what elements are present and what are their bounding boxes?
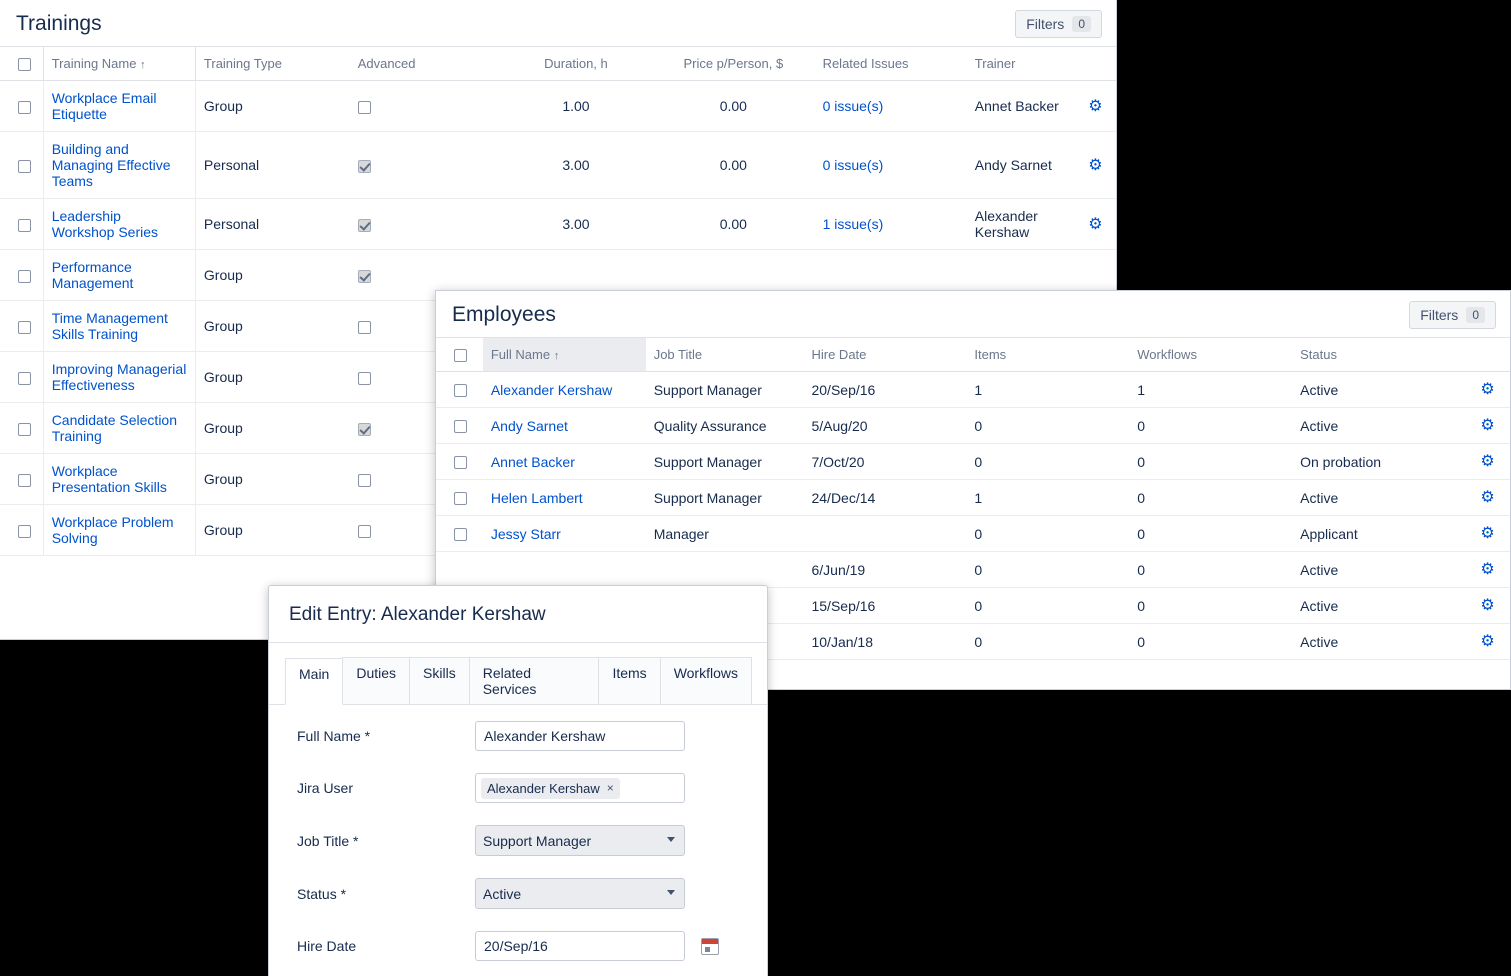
column-training-type[interactable]: Training Type — [195, 47, 349, 81]
status-label: Status * — [297, 885, 347, 902]
hire-date-cell: 15/Sep/16 — [803, 588, 966, 624]
gear-icon[interactable]: ⚙ — [1480, 525, 1495, 543]
table-row — [436, 480, 1510, 516]
gear-icon[interactable]: ⚙ — [1480, 633, 1495, 651]
row-select-cell — [436, 480, 483, 516]
row-select-cell — [0, 505, 43, 556]
row-select-cell — [0, 81, 43, 132]
advanced-checkbox — [358, 525, 371, 538]
column-price[interactable]: Price p/Person, $ — [652, 47, 815, 81]
gear-icon[interactable]: ⚙ — [1480, 453, 1495, 471]
status-select[interactable] — [475, 878, 685, 909]
row-checkbox[interactable] — [454, 492, 467, 505]
table-row — [436, 372, 1510, 408]
job-title-cell: Support Manager — [646, 480, 804, 516]
gear-icon[interactable]: ⚙ — [1088, 156, 1103, 174]
duration-cell: 3.00 — [500, 132, 652, 199]
training-name-link[interactable]: Leadership Workshop Series — [51, 208, 159, 241]
items-cell: 0 — [966, 624, 1129, 660]
trainings-filters-label: Filters — [1026, 16, 1065, 32]
hire-date-cell: 10/Jan/18 — [803, 624, 966, 660]
items-cell: 0 — [966, 444, 1129, 480]
row-actions-cell — [1465, 372, 1510, 408]
training-type-cell: Group — [195, 505, 349, 556]
training-name-link[interactable]: Improving Managerial Effectiveness — [51, 361, 187, 394]
row-select-cell — [436, 516, 483, 552]
training-name-link[interactable]: Workplace Problem Solving — [51, 514, 174, 547]
job-title-cell: Quality Assurance — [646, 408, 804, 444]
workflows-cell: 0 — [1129, 480, 1292, 516]
related-issues-cell — [815, 81, 967, 132]
row-checkbox[interactable] — [454, 528, 467, 541]
row-checkbox[interactable] — [18, 423, 31, 436]
calendar-icon[interactable] — [701, 938, 719, 955]
employees-title: Employees — [452, 303, 556, 326]
row-checkbox[interactable] — [18, 525, 31, 538]
sort-ascending-icon: ↑ — [140, 59, 146, 72]
employees-filters-count: 0 — [1466, 307, 1485, 323]
row-actions-cell — [1465, 552, 1510, 588]
advanced-checkbox — [358, 321, 371, 334]
gear-icon[interactable]: ⚙ — [1480, 417, 1495, 435]
table-row — [436, 516, 1510, 552]
advanced-checkbox — [358, 219, 371, 232]
training-name-cell — [43, 81, 195, 132]
hire-date-cell: 7/Oct/20 — [803, 444, 966, 480]
training-name-link[interactable]: Workplace Email Etiquette — [51, 90, 157, 123]
items-cell: 1 — [966, 372, 1129, 408]
row-select-cell — [436, 444, 483, 480]
column-training-name[interactable] — [43, 47, 195, 81]
select-all-checkbox[interactable] — [18, 58, 31, 71]
row-checkbox[interactable] — [18, 219, 31, 232]
row-actions-cell — [1465, 444, 1510, 480]
training-name-link[interactable]: Candidate Selection Training — [51, 412, 177, 445]
items-cell: 0 — [966, 516, 1129, 552]
column-actions — [1075, 47, 1116, 81]
tab-main[interactable]: Main — [285, 658, 343, 705]
employees-filters-label: Filters — [1420, 307, 1459, 323]
jira-user-control[interactable] — [475, 773, 685, 803]
training-name-link[interactable]: Performance Management — [51, 259, 134, 292]
full-name-input[interactable] — [475, 721, 685, 751]
training-name-cell — [43, 352, 195, 403]
row-actions-cell — [1465, 588, 1510, 624]
related-issues-link[interactable]: 0 issue(s) — [822, 157, 884, 174]
training-name-cell — [43, 403, 195, 454]
training-type-cell: Group — [195, 250, 349, 301]
status-cell: Active — [1292, 552, 1465, 588]
row-actions-cell — [1075, 81, 1116, 132]
employee-name-cell — [483, 480, 646, 516]
column-duration[interactable]: Duration, h — [500, 47, 652, 81]
table-row — [0, 81, 1116, 132]
workflows-cell: 1 — [1129, 372, 1292, 408]
row-checkbox[interactable] — [18, 270, 31, 283]
advanced-cell — [350, 132, 500, 199]
row-select-cell — [0, 199, 43, 250]
gear-icon[interactable]: ⚙ — [1088, 215, 1103, 233]
row-select-cell — [436, 408, 483, 444]
row-checkbox[interactable] — [454, 420, 467, 433]
price-cell: 0.00 — [652, 199, 815, 250]
training-type-cell: Group — [195, 454, 349, 505]
table-row — [436, 444, 1510, 480]
related-issues-cell — [815, 132, 967, 199]
trainings-filters-button[interactable] — [1015, 10, 1102, 38]
table-row — [0, 199, 1116, 250]
employees-header — [436, 291, 1510, 337]
hire-date-cell: 20/Sep/16 — [803, 372, 966, 408]
employees-table-head — [436, 338, 1510, 372]
jira-user-tokenbox[interactable] — [475, 773, 685, 803]
gear-icon[interactable]: ⚙ — [1480, 561, 1495, 579]
column-full-name[interactable] — [483, 338, 646, 372]
employee-name-cell — [483, 372, 646, 408]
dialog-tabs — [269, 657, 767, 705]
job-title-cell: Manager — [646, 516, 804, 552]
gear-icon[interactable]: ⚙ — [1088, 97, 1103, 115]
field-hire-date — [297, 931, 747, 961]
row-select-cell — [0, 454, 43, 505]
status-cell: Active — [1292, 624, 1465, 660]
advanced-checkbox — [358, 474, 371, 487]
column-training-name-label: Training Name — [51, 56, 137, 72]
tab-related-services[interactable]: Related Services — [469, 657, 600, 704]
price-cell: 0.00 — [652, 81, 815, 132]
row-checkbox[interactable] — [18, 101, 31, 114]
row-checkbox[interactable] — [454, 456, 467, 469]
duration-cell: 1.00 — [500, 81, 652, 132]
related-issues-cell — [815, 199, 967, 250]
hire-date-cell — [803, 516, 966, 552]
trainings-header-row — [0, 47, 1116, 81]
trainer-cell: Alexander Kershaw — [967, 199, 1075, 250]
status-cell: Active — [1292, 408, 1465, 444]
row-actions-cell — [1465, 480, 1510, 516]
row-select-cell — [0, 132, 43, 199]
row-actions-cell — [1465, 408, 1510, 444]
field-status — [297, 878, 747, 909]
job-title-cell: Support Manager — [646, 444, 804, 480]
row-checkbox[interactable] — [18, 321, 31, 334]
row-select-cell — [0, 403, 43, 454]
row-checkbox[interactable] — [18, 474, 31, 487]
column-advanced[interactable]: Advanced — [350, 47, 500, 81]
training-type-cell: Group — [195, 301, 349, 352]
price-cell: 0.00 — [652, 132, 815, 199]
advanced-checkbox — [358, 270, 371, 283]
dialog-title: Edit Entry: Alexander Kershaw — [269, 586, 767, 643]
training-name-link[interactable]: Time Management Skills Training — [51, 310, 168, 343]
job-title-select[interactable] — [475, 825, 685, 856]
column-related-issues[interactable]: Related Issues — [815, 47, 967, 81]
column-status[interactable]: Status — [1292, 338, 1465, 372]
items-cell: 0 — [966, 552, 1129, 588]
advanced-checkbox — [358, 160, 371, 173]
column-items[interactable]: Items — [966, 338, 1129, 372]
row-actions-cell — [1465, 624, 1510, 660]
column-hire-date[interactable]: Hire Date — [803, 338, 966, 372]
hire-date-label: Hire Date — [297, 938, 357, 954]
training-type-cell: Group — [195, 352, 349, 403]
trainings-table-head — [0, 47, 1116, 81]
workflows-cell: 0 — [1129, 444, 1292, 480]
table-row — [436, 408, 1510, 444]
trainer-cell: Annet Backer — [967, 81, 1075, 132]
employees-header-row — [436, 338, 1510, 372]
employee-name-cell — [483, 516, 646, 552]
column-full-name-label: Full Name — [490, 347, 551, 363]
training-name-cell — [43, 199, 195, 250]
row-select-cell — [436, 552, 483, 588]
status-cell: Applicant — [1292, 516, 1465, 552]
employee-name-link[interactable]: Annet Backer — [490, 453, 575, 470]
tab-skills[interactable]: Skills — [409, 657, 470, 704]
items-cell: 0 — [966, 588, 1129, 624]
row-select-cell — [0, 301, 43, 352]
status-cell: Active — [1292, 588, 1465, 624]
employee-name-cell — [483, 444, 646, 480]
jira-user-label: Jira User — [297, 780, 354, 796]
status-control — [475, 878, 685, 909]
field-job-title — [297, 825, 747, 856]
advanced-cell — [350, 81, 500, 132]
employee-name-cell — [483, 552, 646, 588]
row-actions-cell — [1075, 132, 1116, 199]
trainings-filters-count: 0 — [1072, 16, 1091, 32]
training-name-cell — [43, 132, 195, 199]
status-cell: Active — [1292, 480, 1465, 516]
related-issues-link[interactable]: 1 issue(s) — [822, 216, 884, 233]
edit-entry-dialog — [268, 585, 768, 976]
row-checkbox[interactable] — [18, 372, 31, 385]
sort-ascending-icon: ↑ — [553, 350, 560, 363]
items-cell: 1 — [966, 480, 1129, 516]
column-trainer[interactable]: Trainer — [967, 47, 1075, 81]
tab-items[interactable]: Items — [598, 657, 660, 704]
row-checkbox[interactable] — [18, 160, 31, 173]
trainer-cell: Andy Sarnet — [967, 132, 1075, 199]
column-actions — [1465, 338, 1510, 372]
advanced-cell — [350, 199, 500, 250]
advanced-checkbox — [358, 101, 371, 114]
training-type-cell: Personal — [195, 199, 349, 250]
training-name-cell — [43, 301, 195, 352]
row-checkbox[interactable] — [454, 384, 467, 397]
advanced-checkbox — [358, 423, 371, 436]
jira-user-token — [481, 778, 620, 799]
select-all-checkbox[interactable] — [454, 349, 467, 362]
hire-date-cell: 6/Jun/19 — [803, 552, 966, 588]
full-name-control — [475, 721, 685, 751]
workflows-cell: 0 — [1129, 588, 1292, 624]
jira-user-token-label: Alexander Kershaw — [487, 780, 600, 796]
advanced-checkbox — [358, 372, 371, 385]
hire-date-cell: 5/Aug/20 — [803, 408, 966, 444]
row-select-cell — [436, 372, 483, 408]
items-cell: 0 — [966, 408, 1129, 444]
status-cell: Active — [1292, 372, 1465, 408]
tab-workflows[interactable]: Workflows — [660, 657, 752, 704]
page-title: Trainings — [16, 12, 102, 35]
employee-name-link[interactable]: Helen Lambert — [490, 489, 583, 506]
trainings-header — [0, 0, 1116, 46]
training-name-cell — [43, 454, 195, 505]
column-job-title[interactable]: Job Title — [646, 338, 804, 372]
status-cell: On probation — [1292, 444, 1465, 480]
employees-filters-button[interactable] — [1409, 301, 1496, 329]
job-title-control — [475, 825, 685, 856]
related-issues-link[interactable]: 0 issue(s) — [822, 98, 884, 115]
hire-date-control — [475, 931, 719, 961]
duration-cell: 3.00 — [500, 199, 652, 250]
remove-token-icon[interactable]: × — [606, 781, 614, 795]
training-name-link[interactable]: Building and Managing Effective Teams — [51, 141, 171, 190]
gear-icon[interactable]: ⚙ — [1480, 489, 1495, 507]
employee-name-link[interactable]: Andy Sarnet — [490, 417, 568, 434]
field-jira-user — [297, 773, 747, 803]
select-all-header — [436, 338, 483, 372]
row-actions-cell — [1465, 516, 1510, 552]
employee-name-cell — [483, 408, 646, 444]
row-select-cell — [0, 250, 43, 301]
main-tab-form — [269, 705, 767, 961]
training-type-cell: Group — [195, 81, 349, 132]
field-full-name — [297, 721, 747, 751]
gear-icon[interactable]: ⚙ — [1480, 381, 1495, 399]
hire-date-cell: 24/Dec/14 — [803, 480, 966, 516]
workflows-cell: 0 — [1129, 552, 1292, 588]
hire-date-input[interactable] — [475, 931, 685, 961]
full-name-label: Full Name * — [297, 728, 371, 744]
gear-icon[interactable]: ⚙ — [1480, 597, 1495, 615]
training-name-cell — [43, 250, 195, 301]
tab-duties[interactable]: Duties — [342, 657, 410, 704]
workflows-cell: 0 — [1129, 516, 1292, 552]
row-actions-cell — [1075, 199, 1116, 250]
row-select-cell — [0, 352, 43, 403]
workflows-cell: 0 — [1129, 408, 1292, 444]
select-all-header — [0, 47, 43, 81]
table-row — [436, 552, 1510, 588]
training-name-link[interactable]: Workplace Presentation Skills — [51, 463, 167, 496]
training-name-cell — [43, 505, 195, 556]
training-type-cell: Personal — [195, 132, 349, 199]
workflows-cell: 0 — [1129, 624, 1292, 660]
column-workflows[interactable]: Workflows — [1129, 338, 1292, 372]
training-type-cell: Group — [195, 403, 349, 454]
job-title-cell — [646, 552, 804, 588]
job-title-cell: Support Manager — [646, 372, 804, 408]
table-row — [0, 132, 1116, 199]
employee-name-link[interactable]: Alexander Kershaw — [490, 381, 613, 398]
job-title-label: Job Title * — [297, 832, 359, 849]
employee-name-link[interactable]: Jessy Starr — [490, 525, 561, 542]
